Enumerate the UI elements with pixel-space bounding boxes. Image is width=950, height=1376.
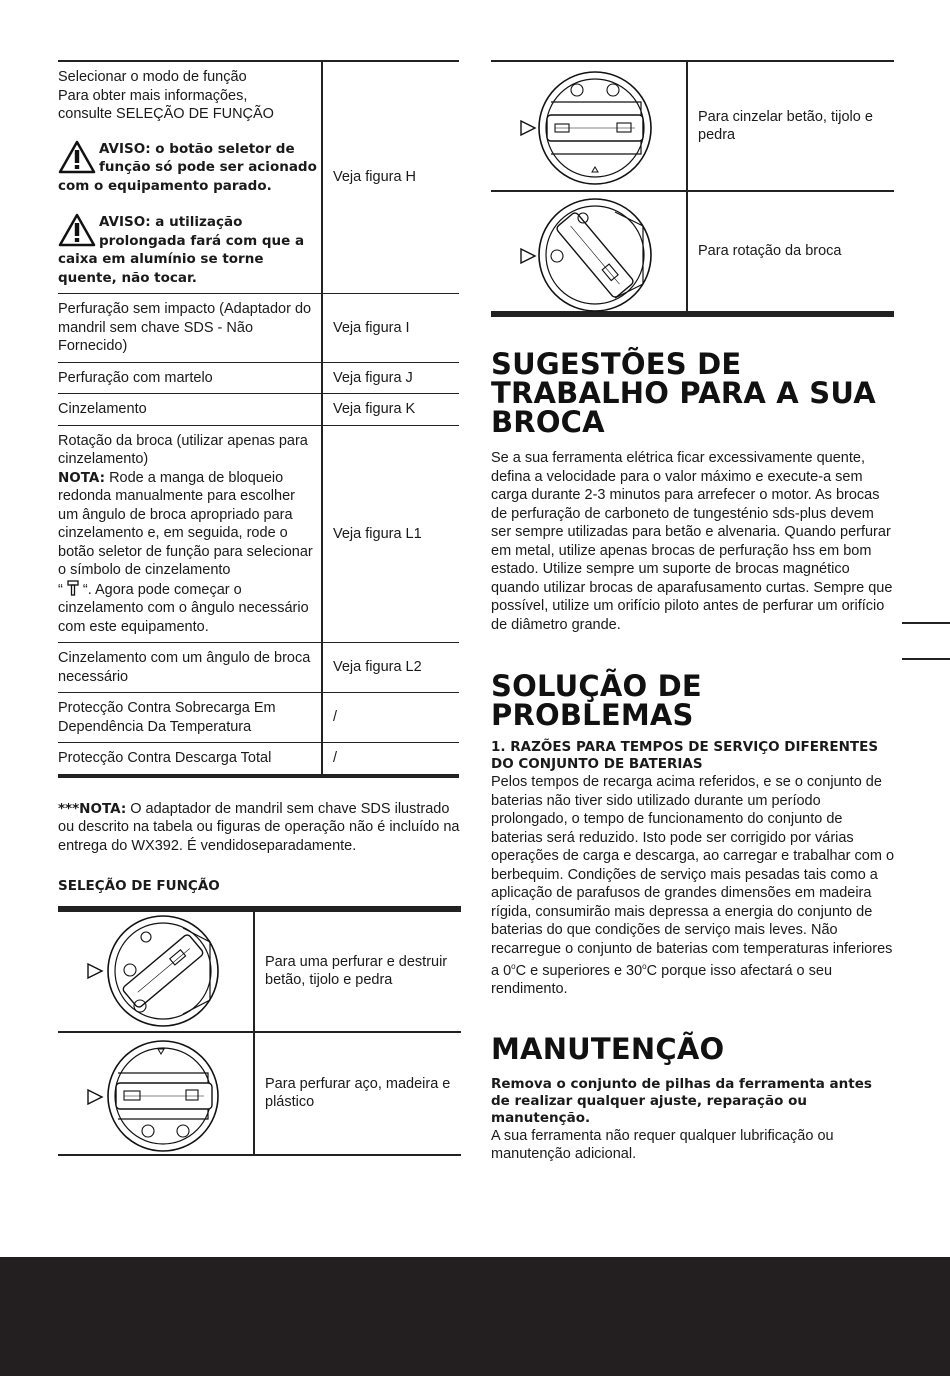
maintenance-heading: MANUTENÇÃO bbox=[491, 1031, 725, 1066]
table-row bbox=[58, 425, 459, 643]
function-table-right bbox=[491, 60, 894, 317]
figure-ref: Veja figura K bbox=[322, 394, 459, 426]
spec-text: “. Agora pode começar o cinzelamento com o ângulo necessário com este equipamento. bbox=[58, 581, 309, 635]
figure-ref: Veja figura L2 bbox=[322, 643, 459, 693]
table-row bbox=[58, 643, 459, 693]
spec-line: Para obter mais informações, bbox=[58, 87, 248, 104]
selector-dial-icon bbox=[491, 62, 685, 192]
spec-cell: Protecção Contra Sobrecarga Em Dependência Da Temperatura bbox=[58, 693, 322, 743]
spec-cell: Cinzelamento bbox=[58, 394, 322, 426]
spec-text: Rotação da broca (utilizar apenas para cinzelamento) bbox=[58, 432, 308, 467]
warning-icon bbox=[58, 213, 96, 247]
warning-icon bbox=[58, 140, 96, 174]
table-row bbox=[58, 294, 459, 363]
function-spec-table bbox=[58, 60, 459, 778]
spec-line: Selecionar o modo de função bbox=[58, 69, 247, 85]
maintenance-bold-text: Remova o conjunto de pilhas da ferramenta antes de realizar qualquer ajuste, reparação ou manutenção. bbox=[491, 1075, 872, 1126]
table-row bbox=[58, 909, 461, 1032]
note-label: ***NOTA: bbox=[58, 800, 127, 817]
tips-text: Se a sua ferramenta elétrica ficar excessivamente quente, defina a velocidade para o valor máximo e execute-a sem carga durante 2-3 minutos para arrefecer o motor. As brocas de perfuração de carboneto de tungesténio sds-plus devem ser sempre utilizadas para betão e alvenaria. Quando perfurar em metal, utilize apenas brocas de perfuração hss em bom estado. Utilize sempre um suporte de brocas magnético quando utilizar brocas de aparafusamento curtas. Sempre que possível, utilize um orifício piloto antes de perfurar um orifício de diâmetro grande. bbox=[491, 450, 893, 633]
dial-figure bbox=[491, 191, 687, 314]
figure-ref: Veja figura I bbox=[322, 294, 459, 363]
battery-subheading: 1. RAZÕES PARA TEMPOS DE SERVIÇO DIFERENTES DO CONJUNTO DE BATERIAS bbox=[491, 739, 879, 772]
function-description: Para perfurar aço, madeira e plástico bbox=[254, 1032, 461, 1155]
troubleshooting-text-part: C e superiores e 30 bbox=[515, 962, 643, 979]
dial-figure bbox=[58, 1032, 254, 1155]
troubleshooting-text-part: Pelos tempos de recarga acima referidos, e se o conjunto de baterias não tiver sido utilizado durante um período prolongado, o tempo de funcionamento do conjunto de baterias será reduzido. Isto pode ser corrigido por várias operações de carga e descarga, ao carregar e trabalhar com o berbequim. Condições de serviço mais pesadas tais como a aplicação de parafusos de grandes dimensões em madeira rígida, consumirão mais depressa a energia do conjunto de baterias do que condições de serviço mais leves. Não recarregue o conjunto de baterias com temperaturas inferiores a 0 bbox=[491, 774, 895, 979]
table-row bbox=[58, 394, 459, 426]
chisel-symbol-icon bbox=[67, 580, 79, 596]
dial-figure bbox=[58, 909, 254, 1032]
troubleshooting-heading: SOLUÇÃO DE PROBLEMAS bbox=[491, 669, 702, 732]
right-column bbox=[491, 60, 894, 1164]
spec-cell: Perfuração sem impacto (Adaptador do mandril sem chave SDS - Não Fornecido) bbox=[58, 294, 322, 363]
figure-ref: Veja figura J bbox=[322, 362, 459, 394]
spec-text: “ bbox=[58, 581, 63, 598]
spec-cell: Cinzelamento com um ângulo de broca necessário bbox=[58, 643, 322, 693]
maintenance-text: A sua ferramenta não requer qualquer lubrificação ou manutenção adicional. bbox=[491, 1127, 834, 1163]
troubleshooting-text bbox=[491, 773, 894, 999]
selector-dial-icon bbox=[58, 1033, 254, 1156]
spec-line: consulte SELEÇÃO DE FUNÇÃO bbox=[58, 106, 274, 122]
degree-mark: o bbox=[511, 962, 516, 971]
warning-block bbox=[58, 140, 317, 196]
spec-cell: Perfuração com martelo bbox=[58, 362, 322, 394]
figure-ref: / bbox=[333, 750, 338, 766]
table-row bbox=[491, 191, 894, 314]
table-row bbox=[58, 362, 459, 394]
troubleshooting-text-part: C porque isso afectará o seu rendimento. bbox=[491, 962, 833, 998]
function-description: Para uma perfurar e destruir betão, tijolo e pedra bbox=[254, 909, 461, 1032]
selector-dial-icon bbox=[491, 192, 685, 315]
tips-heading: SUGESTÕES DE TRABALHO PARA A SUA BROCA bbox=[491, 347, 876, 439]
function-table-left bbox=[58, 906, 461, 1156]
page-footer-band bbox=[0, 1257, 950, 1376]
spec-cell: Protecção Contra Descarga Total bbox=[58, 743, 322, 776]
dial-figure bbox=[491, 61, 687, 191]
table-row bbox=[58, 1032, 461, 1155]
spec-cell bbox=[58, 61, 322, 294]
spec-text: Rode a manga de bloqueio redonda manualmente para escolher um ângulo de broca apropriado para cinzelamento e, em seguida, rode o botão seletor de função para selecionar o símbolo de cinzelamento bbox=[58, 469, 313, 578]
figure-ref: / bbox=[322, 693, 459, 743]
note-text: O adaptador de mandril sem chave SDS ilustrado ou descrito na tabela ou figuras de operação não é incluído na entrega do WX392. É vendidoseparadamente. bbox=[58, 800, 460, 854]
margin-rule bbox=[902, 658, 950, 660]
table-row bbox=[58, 693, 459, 743]
margin-rule bbox=[902, 622, 950, 624]
sds-note bbox=[58, 800, 460, 856]
figure-ref: Veja figura L1 bbox=[322, 425, 459, 643]
selector-dial-icon bbox=[58, 912, 254, 1035]
function-description: Para rotação da broca bbox=[687, 191, 894, 314]
table-row bbox=[58, 743, 459, 776]
warning-block bbox=[58, 213, 317, 287]
note-label: NOTA: bbox=[58, 469, 106, 486]
figure-ref: Veja figura H bbox=[322, 61, 459, 294]
left-column bbox=[58, 60, 460, 1156]
function-description: Para cinzelar betão, tijolo e pedra bbox=[687, 61, 894, 191]
warning-text: AVISO: a utilização prolongada fará com que a caixa em alumínio se torne quente, não tocar. bbox=[58, 214, 305, 286]
table-row bbox=[491, 61, 894, 191]
warning-text: AVISO: o botão seletor de função só pode ser acionado com o equipamento parado. bbox=[58, 140, 317, 194]
spec-cell bbox=[58, 425, 322, 643]
table-row bbox=[58, 61, 459, 294]
function-selection-heading: SELEÇÃO DE FUNÇÃO bbox=[58, 878, 220, 894]
degree-mark: o bbox=[642, 962, 647, 971]
